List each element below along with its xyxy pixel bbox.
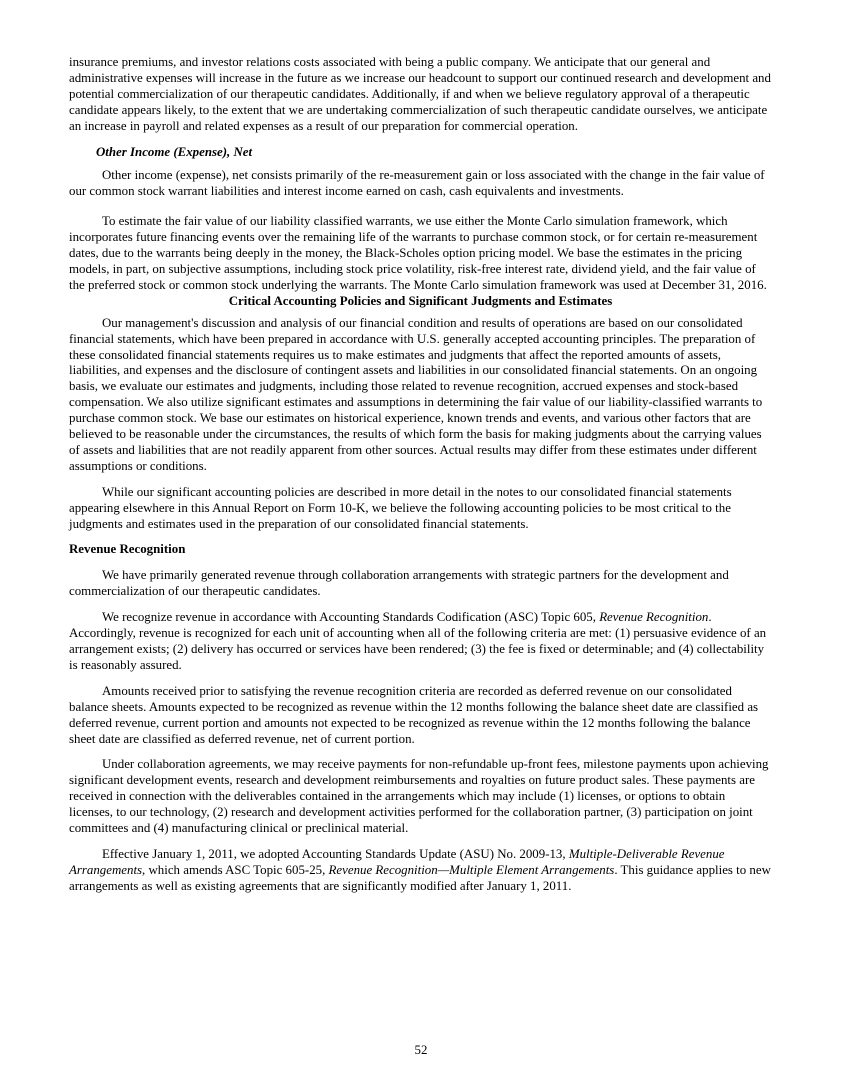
revenue-p5-italic-2: Revenue Recognition—Multiple Element Arrangements: [328, 862, 615, 877]
revenue-paragraph-3: Amounts received prior to satisfying the revenue recognition criteria are recorded as deferred revenue on our consolidated balance sheets. Amounts expected to be recognized as revenue within the 12 months following the balance sheet date are classified as deferred revenue, current portion and amounts not expected to be recognized as revenue within the 12 months following the balance sheet date are classified as deferred revenue, net of current portion.: [69, 683, 759, 746]
revenue-p2-text-b: . Accordingly, revenue is recognized for each unit of accounting when all of the following criteria are met: (1) persuasive evidence of an arrangement exists; (2) delivery has occurred or services have been rendered; (3) the fee is fixed or determinable; and (4) collectability is reasonably assured.: [69, 610, 767, 672]
revenue-p5-text-a: Effective January 1, 2011, we adopted Accounting Standards Update (ASU) No. 2009-13,: [102, 846, 569, 861]
revenue-p5-text-c: . This guidance applies to new arrangements as well as existing agreements that are significantly modified after January 1, 2011.: [69, 862, 771, 893]
revenue-p5-text-b: , which amends ASC Topic 605-25,: [142, 862, 329, 877]
intro-paragraph: insurance premiums, and investor relations costs associated with being a public company. We anticipate that our general and administrative expenses will increase in the future as we increase our headcount to support our continued research and development and potential commercialization of our therapeutic candidates. Additionally, if and when we believe regulatory approval of a therapeutic candidate appears likely, to the extent that we are undertaking commercialization of such therapeutic candidate ourselves, we anticipate an increase in payroll and related expenses as a result of our preparation for commercial operation.: [69, 55, 771, 133]
critical-paragraph-2: While our significant accounting policies are described in more detail in the notes to our consolidated financial statements appearing elsewhere in this Annual Report on Form 10-K, we believe the following accounting policies to be most critical to the judgments and estimates used in the preparation of our consolidated financial statements.: [69, 484, 732, 531]
revenue-p5-italic-1: Multiple-Deliverable Revenue Arrangements: [69, 846, 725, 877]
document-page: [69, 55, 772, 895]
other-income-paragraph-2: To estimate the fair value of our liability classified warrants, we use either the Monte Carlo simulation framework, which incorporates future financing events over the remaining life of the warrants to purchase common stock, or for certain re-measurement dates, due to the warrants being deeply in the money, the Black-Scholes option pricing model. We base the estimates in the pricing models, in part, on subjective assumptions, including stock price volatility, risk-free interest rate, dividend yield, and the fair value of the preferred stock or common stock underlying the warrants. The Monte Carlo simulation framework was used at December 31, 2016.: [69, 214, 767, 292]
revenue-paragraph-5: [69, 847, 772, 895]
revenue-paragraph-1: We have primarily generated revenue through collaboration arrangements with strategic partners for the development and commercialization of our therapeutic candidates.: [69, 568, 729, 599]
revenue-p2-italic: Revenue Recognition: [599, 610, 709, 625]
revenue-paragraph-4: Under collaboration agreements, we may receive payments for non-refundable up-front fees, milestone payments upon achieving significant development events, research and development reimbursements and royalties on future product sales. These payments are received in connection with the deliverables contained in the arrangements which may include (1) licenses, or options to obtain licenses, to our technology, (2) research and development activities performed for the collaboration partner, (3) participation on joint committees and (4) manufacturing clinical or preclinical material.: [69, 757, 769, 836]
revenue-p2-text-a: We recognize revenue in accordance with Accounting Standards Codification (ASC) Topic 605,: [102, 610, 600, 625]
other-income-paragraph-1: Other income (expense), net consists primarily of the re-measurement gain or loss associated with the change in the fair value of our common stock warrant liabilities and interest income earned on cash, cash equivalents and investments.: [69, 168, 765, 199]
revenue-paragraph-2: [69, 610, 772, 674]
critical-paragraph-1: Our management's discussion and analysis of our financial condition and results of operations are based on our consolidated financial statements, which have been prepared in accordance with U.S. generally accepted accounting principles. The preparation of these consolidated financial statements requires us to make estimates and judgments that affect the reported amounts of assets, liabilities, and expenses and the disclosure of contingent assets and liabilities in our consolidated financial statements. On an ongoing basis, we evaluate our estimates and judgments, including those related to revenue recognition, accrued expenses and stock-based compensation. We also utilize significant estimates and assumptions in determining the fair value of our liability-classified warrants to purchase common stock. We base our estimates on historical experience, known trends and events, and various other factors that are believed to be reasonable under the circumstances, the results of which form the basis for making judgments about the carrying values of assets and liabilities that are not readily apparent from other sources. Actual results may differ from these estimates under different assumptions or conditions.: [69, 315, 763, 473]
critical-accounting-heading: Critical Accounting Policies and Significant Judgments and Estimates: [228, 293, 613, 308]
other-income-heading: Other Income (Expense), Net: [96, 144, 253, 159]
page-number: 52: [414, 1043, 428, 1057]
revenue-recognition-heading: Revenue Recognition: [69, 542, 186, 557]
